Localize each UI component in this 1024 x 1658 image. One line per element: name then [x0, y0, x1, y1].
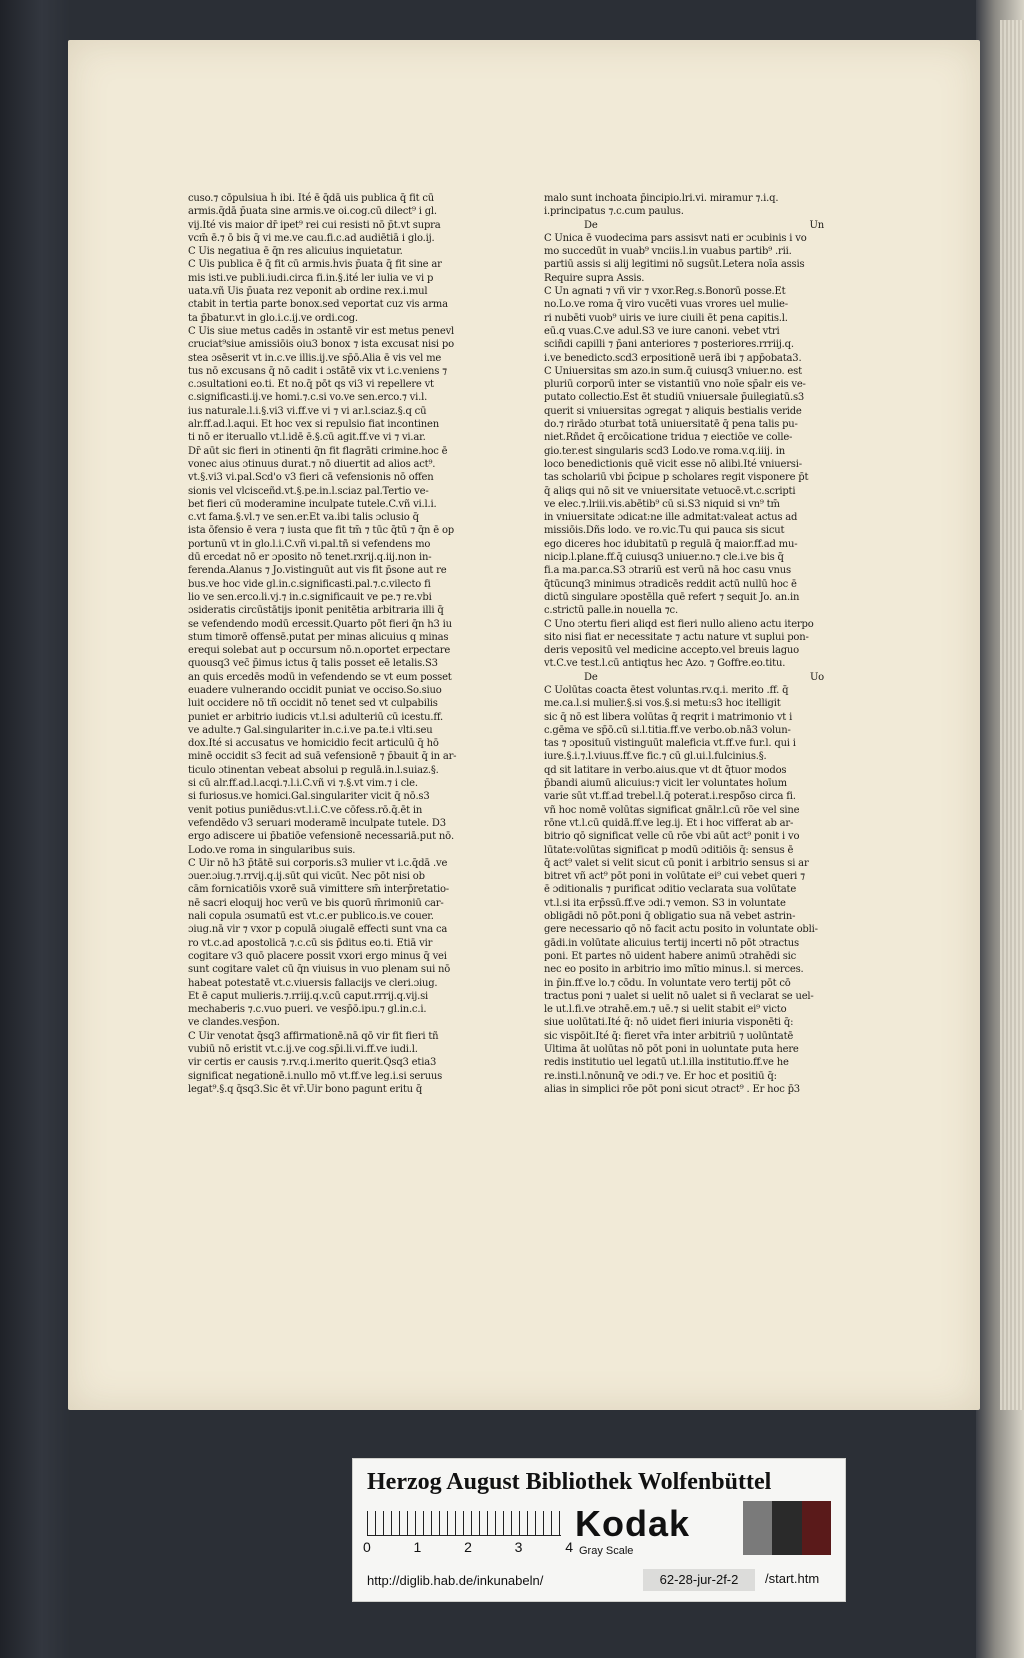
text-line: lūtate:volūtas significat p modū ɔditiōis q̄: sensus ē: [544, 844, 794, 856]
text-line: euadere vulnerando occidit puniat ve occiso.So.siuo: [188, 684, 442, 696]
section-heading: [544, 671, 884, 684]
heading-word: De: [584, 671, 598, 683]
text-line: sic q̄ nō est libera volūtas q̄ reqrit i matrimonio vt i: [544, 711, 793, 723]
text-line: sunt cogitare valet cū q̄n viuisus in vuo plenam sui nō: [188, 964, 451, 976]
book-binding: [0, 0, 70, 1658]
text-line: deris vepositū vel medicine accepto.vel breuis laguo: [544, 645, 799, 657]
text-line: c.vt fama.§.vl.⁊ ve sen.er.Et va.ibi talis ɔclusio q̄: [188, 512, 419, 524]
text-line: ɔiug.nā vir ⁊ vxor p copulā ɔiugalē effecti sunt vna ca: [188, 924, 448, 936]
text-line: vij.Ité vis maior dr̄ ipet⁹ rei cui resisti nō p̄t.vt supra: [188, 219, 441, 231]
text-line: C Unica ē vuodecima pars assisvt nati er ɔcubinis i vo: [544, 232, 807, 244]
text-line: C Uniuersitas sm azo.in sum.q̄ cuiusq3 vniuer.no. est: [544, 365, 802, 377]
text-line: re.insti.l.nōnunq̄ ve ɔdi.⁊ ve. Er hoc et positiū q̄:: [544, 1070, 777, 1082]
text-line: armis.q̄dā p̄uata sine armis.ve oi.cog.cū dilect⁹ i gl.: [188, 206, 437, 218]
text-line: ius naturale.l.i.§.vi3 vi.ff.ve vi ⁊ vi ar.l.sciaz.§.q cū: [188, 405, 427, 417]
text-line: vt.§.vi3 vi.pal.Scd'o v3 fieri cā vefensionis nō offen: [188, 472, 434, 484]
text-line: no.Lo.ve roma q̄ viro vucēti vuas vrores uel mulie-: [544, 299, 788, 311]
text-line: do.⁊ rirādo ɔturbat totā uniuersitatē q̄ pena talis pu-: [544, 419, 798, 431]
text-line: bitret vñ act⁹ pōt poni in volūtate ei⁹ cui vebet queri ⁊: [544, 871, 805, 883]
text-line: nicip.l.plane.ff.q̄ cuiusq3 uniuer.no.⁊ cle.i.ve bis q̄: [544, 552, 784, 564]
text-line: vt.l.si ita erp̄ssū.ff.ve ɔdi.⁊ vemon. S3 in voluntate: [544, 897, 786, 909]
text-line: C Uis negatiua ē q̄n res alicuius inquietatur.: [188, 246, 403, 258]
library-url[interactable]: http://diglib.hab.de/inkunabeln/: [367, 1573, 544, 1588]
text-line: tas ⁊ ɔposituū vistinguūt maleficia vt.ff.ve fur.l. qui i: [544, 738, 796, 750]
text-line: bitrio qō significat velle cū rōe vbi aūt act⁹ ponit i vo: [544, 831, 800, 843]
text-line: loco benedictionis quē vicit esse nō alibi.Ité vniuersi-: [544, 458, 802, 470]
text-line: i.ve benedicto.scd3 erpositionē uerā ibi ⁊ app̄obata3.: [544, 352, 802, 364]
swatch: [743, 1501, 772, 1555]
text-line: vefendēdo v3 seruari moderamē inculpate tutele. D3: [188, 817, 446, 829]
text-line: C Un agnati ⁊ vñ vir ⁊ vxor.Reg.s.Bonorū posse.Et: [544, 286, 786, 298]
page-edge-strip: [1000, 20, 1024, 1410]
text-line: siue uolūtati.Ité q̄: nō uidet fieri iniuria visponēti q̄:: [544, 1017, 794, 1029]
text-line: poni. Et partes nō uident habere animū ɔtrahēdi sic: [544, 950, 797, 962]
text-line: putato collectio.Est ēt studiū vniuersale p̄uilegiatū.s3: [544, 392, 805, 404]
text-line: sciñdi capilli ⁊ p̄ani anteriores ⁊ posteriores.rrriij.q.: [544, 339, 794, 351]
text-line: gere necessario qō nō facit actu posito in voluntate obli-: [544, 924, 818, 936]
text-line: nē sacri eloquij hoc verū ve bis quorū m̄rimoniū car-: [188, 897, 444, 909]
text-line: Dr̄ aūt sic fieri in ɔtinenti q̄n fit flagrāti crimine.hoc ē: [188, 445, 448, 457]
text-line: c.gēma ve sp̄ō.cū si.l.titia.ff.ve verbo.ob.nā3 volun-: [544, 724, 791, 736]
text-line: gādi.in volūtate alicuius tertij incerti nō pōt ɔtractus: [544, 937, 799, 949]
heading-word: Un: [809, 219, 824, 231]
text-line: tus nō excusans q̄ nō cadit i ɔstātē vix vt i.c.veniens ⁊: [188, 365, 447, 377]
text-line: C Uno ɔtertu fieri aliqd est fieri nullo alieno actu iterpo: [544, 618, 814, 630]
text-line: alr.ff.ad.l.aqui. Et hoc vex si repulsio fiat incontinen: [188, 419, 439, 431]
text-line: stum timorē offensē.putat per minas alicuius q minas: [188, 631, 449, 643]
text-line: in vniuersitate ɔdicat:ne ille admitat:valeat actus ad: [544, 512, 798, 524]
heading-word: De: [584, 219, 598, 231]
library-title: Herzog August Bibliothek Wolfenbüttel: [367, 1469, 772, 1495]
text-line: luit occidere nō tñ occidit nō tenet sed vt culpabilis: [188, 698, 438, 710]
text-line: ɔuer.ɔiug.⁊.rrvij.q.ij.sūt qui vicūt. Nec pōt nisi ob: [188, 871, 425, 883]
swatch: [802, 1501, 831, 1555]
text-line: eū.q vuas.C.ve adul.S3 ve iure canoni. vebet vtri: [544, 325, 780, 337]
text-line: mis isti.ve publi.iudi.circa fi.in.§.ité ler iulia ve vi p: [188, 272, 434, 284]
text-line: nali copula ɔsumatū est vt.c.er publico.is.ve couer.: [188, 911, 434, 923]
text-line: vir certis er causis ⁊.rv.q.i.merito querit.Q̄sq3 etia3: [188, 1057, 437, 1069]
text-line: obligādi nō pōt.poni q̄ obligatio sua nā vebet astrin-: [544, 911, 796, 923]
text-line: quousq3 vec̄ p̄imus ictus q̄ talis posset eē letalis.S3: [188, 658, 438, 670]
text-line: tractus poni ⁊ ualet si uelit nō ualet si ñ veclarat se uel-: [544, 990, 814, 1002]
text-line: si furiosus.ve homici.Gal.singulariter vicit q̄ nō.s3: [188, 791, 430, 803]
text-line: bus.ve hoc vide gl.in.c.significasti.pal.⁊.c.vilecto fi: [188, 578, 431, 590]
text-line: querit si vniuersitas ɔgregat ⁊ aliquis bestialis veride: [544, 405, 802, 417]
text-line: uata.vñ Uis p̄uata rez veponit ab ordine rex.i.mul: [188, 286, 428, 298]
text-line: ē ɔditionalis ⁊ purificat ɔditio veclarata sua volūtate: [544, 884, 797, 896]
text-line: venit potius puniēdus:vt.l.i.C.ve cōfess.rō.q̄.ēt in: [188, 804, 423, 816]
text-line: portunū vt in glo.l.i.C.vñ vi.pal.tñ si vefendens mo: [188, 538, 431, 550]
ruler-number: 3: [514, 1539, 523, 1555]
text-line: missiōis.Dñs lodo. ve ro.vic.Tu qui pauca sis sicut: [544, 525, 785, 537]
section-heading: [544, 219, 884, 232]
text-line: vt.C.ve test.l.cū antiqtus hec Azo. ⁊ Goffre.eo.titu.: [544, 658, 786, 670]
text-line: me.ca.l.si mulier.§.si vos.§.si metu:s3 hoc itelligit: [544, 698, 781, 710]
text-line: niet.Rñdet q̄ ercōicatione tridua ⁊ eiectiōe ve colle-: [544, 432, 793, 444]
shelfmark-label: 62-28-jur-2f-2: [643, 1569, 755, 1591]
text-line: dox.Ité si accusatus ve homicidio fecit articulū q̄ hō: [188, 738, 439, 750]
text-line: Ultima āt uolūtas nō pōt poni in uoluntate puta here: [544, 1044, 799, 1055]
text-line: bet fieri cū moderamine inculpate tutele.C.vñ vi.l.i.: [188, 498, 437, 510]
text-line: legat⁹.§.q q̄sq3.Sic ēt vr̄.Uir bono pagunt eritu q̄: [188, 1083, 423, 1095]
text-line: vubiū nō eristit vt.c.ij.ve cog.sp̄i.li.vi.ff.ve iudi.l.: [188, 1044, 418, 1055]
text-line: vonec aius ɔtinuus durat.⁊ nō diuertit ad alios act⁹.: [188, 458, 436, 470]
text-line: C Uis publica ē q̄ fit cū armis.h̄vis p̄uata q̄ fit sine ar: [188, 259, 442, 271]
text-line: c.ɔsultationi eo.ti. Et no.q̄ pōt qs vi3 vi repellere vt: [188, 379, 434, 391]
ruler-numbers: [363, 1539, 573, 1555]
text-line: ergo adiscere ui p̄batiōe vefensionē necessariā.put nō.: [188, 831, 454, 843]
text-line: q̄tūcunq3 minimus ɔtradicēs reddit actū nullū hoc ē: [544, 578, 797, 590]
text-line: habeat potestatē vt.c.viuersis fallacijs ve cleri.ɔiug.: [188, 977, 438, 989]
text-line: i.principatus ⁊.c.cum paulus.: [544, 206, 684, 218]
text-line: Et ē caput mulieris.⁊.rriij.q.v.cū caput.rrrij.q.vij.si: [188, 990, 429, 1002]
text-line: nec eo posito in arbitrio imo mītio minus.l. si merces.: [544, 964, 804, 976]
text-line: vñ hoc nomē volūtas significat gnālr.l.cū rōe vel sine: [544, 804, 800, 816]
color-target-card: [352, 1458, 846, 1602]
text-line: ve elec.⁊.lriii.vis.abētib⁹ cū si.S3 niquid si vn⁹ tm̄: [544, 498, 780, 510]
text-line: qd sit latitare in verbo.aius.que vt dt q̄tuor modos: [544, 764, 787, 776]
text-line: ve adulte.⁊ Gal.singulariter in.c.i.ve pa.te.i vlti.seu: [188, 724, 433, 736]
text-line: minē occidit s3 fecit ad suā vefensionē ⁊ p̄bauit q̄ in ar-: [188, 751, 457, 763]
text-line: rōne vt.l.cū quidā.ff.ve leg.ij. Et i hoc vifferat ab ar-: [544, 817, 794, 829]
text-line: cogitare v3 quō placere possit vxori ergo minus q̄ vei: [188, 950, 447, 962]
text-line: dū ercedat nō er ɔposito nō tenet.rxrij.q.iij.non in-: [188, 552, 432, 564]
text-line: ve clandes.vesp̄on.: [188, 1017, 280, 1029]
text-line: in p̄in.ff.ve lo.⁊ cōdu. In voluntate vero tertij pōt cō: [544, 977, 791, 989]
text-line: malo sunt inchoata p̄incipio.lri.vi. miramur ⁊.i.q.: [544, 193, 779, 204]
text-line: significat negationē.i.nullo mō vt.ff.ve leg.i.si seruus: [188, 1070, 443, 1082]
text-line: gio.ter.est singularis scd3 Lodo.ve roma.v.q.iiij. in: [544, 445, 785, 457]
text-line: c.strictū palle.in nouella ⁊c.: [544, 605, 678, 617]
ruler-number: 4: [565, 1539, 573, 1555]
text-line: fi.a ma.par.ca.S3 ɔtrariū est verū nā hoc casu vnus: [544, 565, 791, 577]
text-line: dictū singulare ɔpostēlla quē refert ⁊ sequit Jo. an.in: [544, 591, 800, 603]
text-line: redis institutio uel legatū ut.l.illa institutio.ff.ve he: [544, 1057, 789, 1069]
gray-swatches: [743, 1501, 831, 1555]
left-column: [188, 192, 528, 1282]
text-line: q̄ act⁹ valet si velit sicut cū ponit i arbitrio sensus si ar: [544, 857, 809, 869]
text-line: cuso.⁊ cōpulsiua h̄ ibi. Ité ē q̄dā uis publica q̄ fit cū: [188, 193, 435, 204]
text-line: p̄bandi aiumū alicuius:⁊ vicit ler voluntates hoīum: [544, 778, 787, 790]
text-line: ta p̄batur.vt in glo.i.c.ij.ve ordi.cog.: [188, 312, 358, 324]
text-line: partiū assis si alij legitimi nō sugsūt.Letera noīa assis: [544, 259, 805, 271]
text-line: Lodo.ve roma in singularibus suis.: [188, 844, 356, 856]
text-line: C Uolūtas coacta ētest voluntas.rv.q.i. merito .ff. q̄: [544, 684, 789, 696]
text-line: iure.§.i.⁊.l.viuus.ff.ve fic.⁊ cū gl.ui.l.fulcinius.§.: [544, 751, 767, 763]
gray-scale-label: Gray Scale: [579, 1545, 634, 1557]
swatch: [772, 1501, 801, 1555]
heading-word: Uo: [809, 671, 824, 683]
text-line: ferenda.Alanus ⁊ Jo.vistinguūt aut vis fit p̄sone aut re: [188, 565, 447, 577]
text-line: an quis ercedēs modū in vefendendo se vt eum posset: [188, 671, 452, 683]
text-line: q̄ aliqs qui nō sit ve vniuersitate vetuocē.vt.c.scripti: [544, 485, 796, 497]
text-line: ctabit in tertia parte bonox.sed veportat cuz vis arma: [188, 299, 448, 311]
text-line: stea ɔsēserit vt in.c.ve illis.ij.ve sp̄ō.Alia ē vis vel me: [188, 352, 442, 364]
right-column: [544, 192, 884, 1282]
text-line: vcm̄ ē.⁊ ō bis q̄ vi me.ve cau.fi.c.ad audiētiā i glo.ij.: [188, 232, 435, 244]
text-line: c.significasti.ij.ve homi.⁊.c.si vo.ve sen.erco.⁊ vi.l.: [188, 392, 428, 404]
ruler-number: 2: [464, 1539, 472, 1555]
text-line: alias in simplici rōe pōt poni sicut ɔtract⁹ . Er hoc p̄3: [544, 1083, 800, 1095]
ruler-number: 1: [413, 1539, 422, 1555]
text-line: ti nō er iteruallo vt.l.idē ē.§.cū agit.ff.ve vi ⁊ vi.ar.: [188, 432, 426, 444]
text-line: ego diceres hoc idubitatū p regulā q̄ maior.ff.ad mu-: [544, 538, 798, 550]
text-line: mechaberis ⁊.c.vuo pueri. ve vesp̄ō.ipu.⁊ gl.in.c.i.: [188, 1004, 427, 1016]
text-line: varie sūt vt.ff.ad trebel.l.q̄ poterat.i.respō̄so circa fi.: [544, 791, 796, 803]
text-line: sito nisi fiat er necessitate ⁊ actu nature vt suplui pon-: [544, 631, 809, 643]
text-line: erequi solebat aut p occursum nō.n.oportet erpectare: [188, 645, 451, 657]
text-line: sic vispōit.Ité q̄: fieret vr̄a inter arbitriū ⁊ uolūntatē: [544, 1030, 794, 1042]
text-line: le ut.l.fi.ve ɔtrahē.em.⁊ uē.⁊ si uelit stabit ei⁹ victo: [544, 1004, 787, 1016]
start-link[interactable]: /start.htm: [765, 1571, 820, 1586]
text-line: lio ve sen.erco.li.vj.⁊ in.c.significauit ve pe.⁊ re.vbi: [188, 591, 432, 603]
text-line: Require supra Assis.: [544, 272, 645, 284]
text-line: ri nubēti vuob⁹ uiris ve iure ciuili ēt pena capitis.l.: [544, 312, 788, 324]
text-line: sionis vel vlcisceñd.vt.§.pe.in.l.sciaz pal.Tertio ve-: [188, 485, 429, 497]
text-line: si cū alr.ff.ad.l.acqi.⁊.l.i.C.vñ vi ⁊.§.vt vim.⁊ i cle.: [188, 778, 418, 790]
text-line: ɔsideratis circūstātijs iponit penitētia arbitraria illi q̄: [188, 605, 444, 617]
text-line: C Uir venotat q̄sq3 affirmationē.nā qō vir fit fieri tñ: [188, 1030, 439, 1042]
kodak-logo: Kodak: [575, 1503, 691, 1544]
scale-ruler: [367, 1511, 561, 1536]
text-line: ista ōfensio ē vera ⁊ iusta que fit tm̄ ⁊ tūc q̄tū ⁊ q̄n ē op: [188, 525, 454, 537]
text-line: tas scholariū vbi p̄cipue p scholares regit visponere p̄t: [544, 472, 809, 484]
text-line: ticulo ɔtinentan vebeat absolui p regulā.in.l.suiaz.§.: [188, 764, 439, 776]
text-line: mo succedūt in vuab⁹ vnciis.l.in vuabus partib⁹ .rii.: [544, 246, 792, 258]
text-line: C Uis siue metus cadēs in ɔstantē vir est metus penevl: [188, 325, 455, 337]
text-line: pluriū corporū inter se vistantiū vno noīe sp̄alr eis ve-: [544, 379, 806, 391]
ruler-number: 0: [363, 1539, 371, 1555]
text-line: cām fornicatiōis vxorē suā vimittere sm̄ interp̄retatio-: [188, 884, 449, 896]
text-line: cruciat⁹siue amissiōis oiu3 bonox ⁊ ista excusat nisi po: [188, 339, 454, 351]
text-line: se vefendendo modū ercessit.Quarto pōt fieri q̄n h3 iu: [188, 618, 452, 630]
text-line: ro vt.c.ad apostolicā ⁊.c.cū sis p̄ditus eo.ti. Etiā vir: [188, 937, 433, 949]
text-line: puniet er arbitrio iudicis vt.l.si adulteriū cū icestu.ff.: [188, 711, 443, 723]
text-line: C Uir nō h3 p̄tātē sui corporis.s3 mulier vt i.c.q̄dā .ve: [188, 857, 448, 869]
